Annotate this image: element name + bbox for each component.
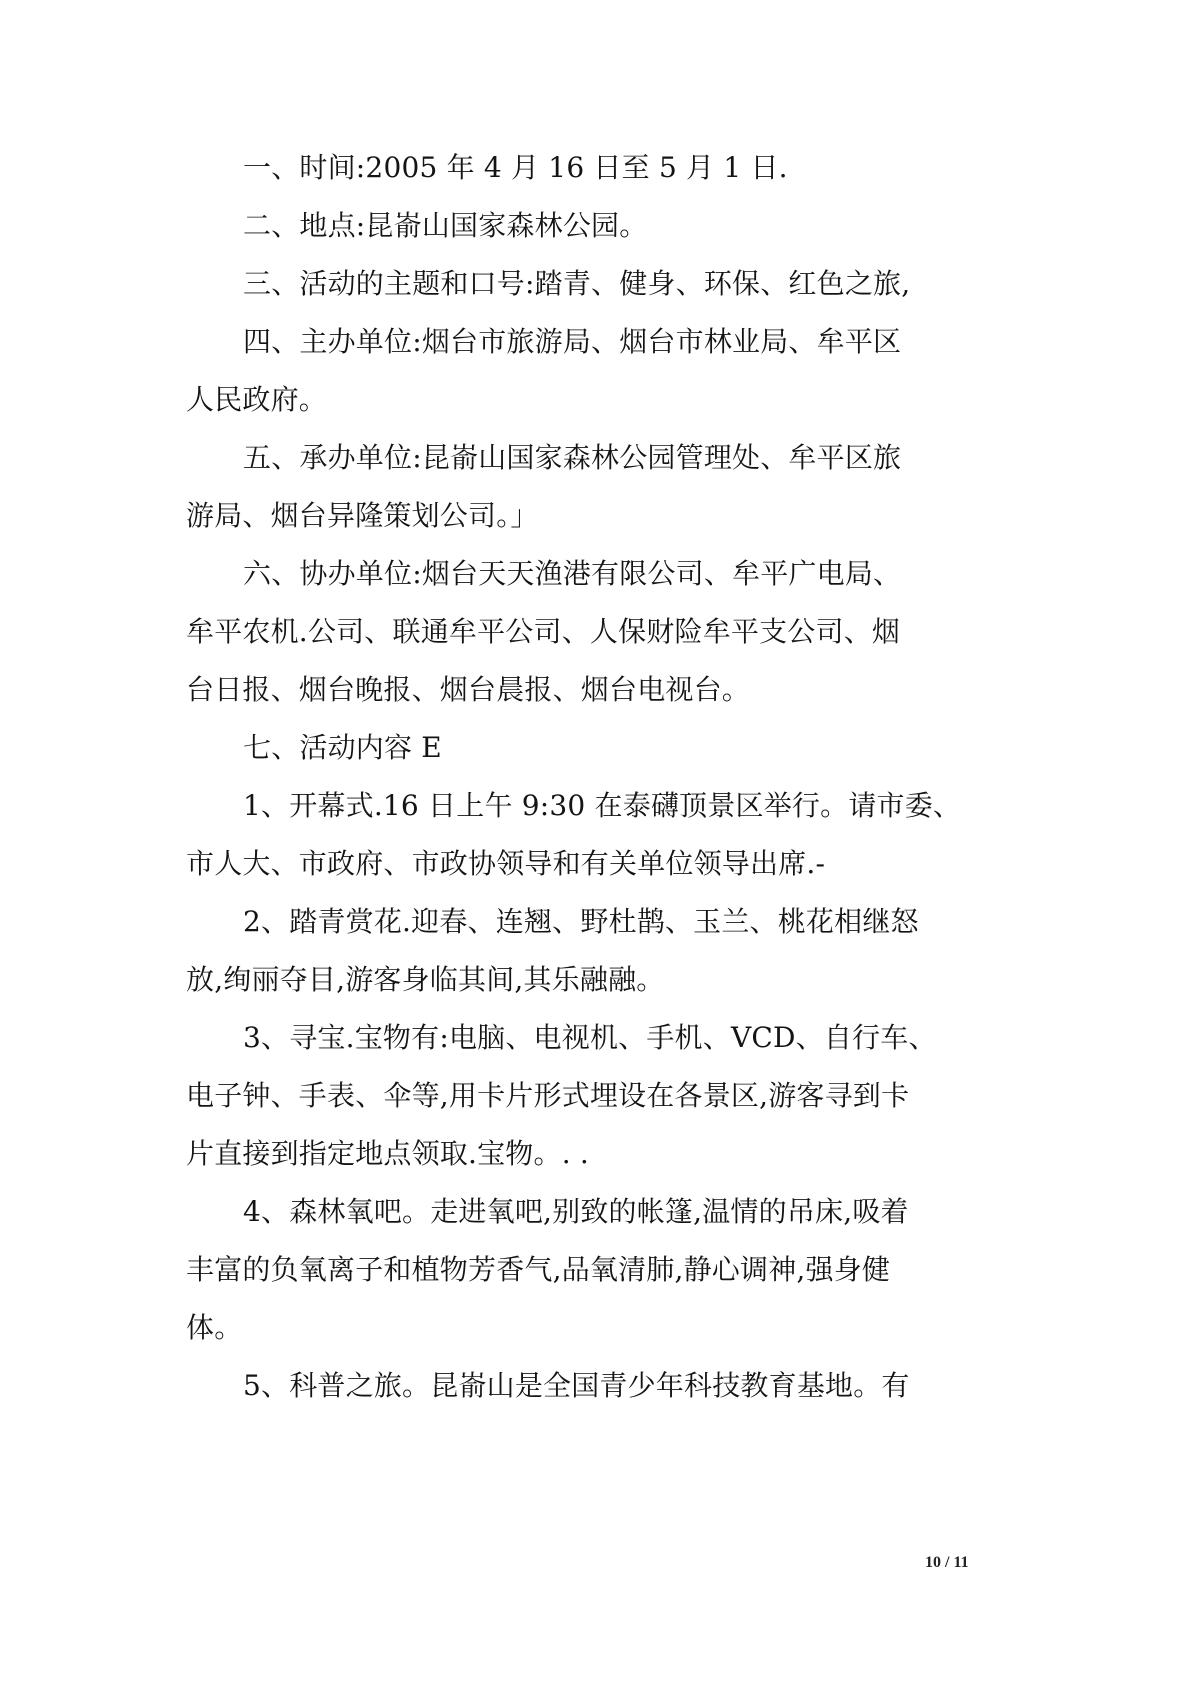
text-line: 市人大、市政府、市政协领导和有关单位领导出席.- [186, 847, 826, 880]
text-line: 人民政府。 [186, 383, 328, 416]
text-line: 1、开幕式.16 日上午 9:30 在泰礴顶景区举行。请市委、 [243, 789, 962, 822]
text-line: 5、科普之旅。昆嵛山是全国青少年科技教育基地。有 [243, 1369, 910, 1402]
text-line: 五、承办单位:昆嵛山国家森林公园管理处、牟平区旅 [243, 441, 902, 474]
text-line: 六、协办单位:烟台天天渔港有限公司、牟平广电局、 [243, 557, 902, 590]
text-line: 牟平农机.公司、联通牟平公司、人保财险牟平支公司、烟 [186, 615, 901, 648]
text-line: 四、主办单位:烟台市旅游局、烟台市林业局、牟平区 [243, 325, 902, 358]
text-line: 三、活动的主题和口号:踏青、健身、环保、红色之旅, [243, 267, 911, 300]
text-line: 游局、烟台异隆策划公司。」 [186, 499, 539, 532]
text-line: 体。 [186, 1311, 243, 1344]
text-line: 丰富的负氧离子和植物芳香气,品氧清肺,静心调神,强身健 [186, 1253, 891, 1286]
text-line: 二、地点:昆嵛山国家森林公园。 [243, 209, 648, 242]
text-line: 七、活动内容 E [243, 731, 442, 764]
text-line: 3、寻宝.宝物有:电脑、电视机、手机、VCD、自行车、 [243, 1021, 937, 1054]
text-line: 一、时间:2005 年 4 月 16 日至 5 月 1 日. [243, 151, 788, 184]
text-line: 放,绚丽夺目,游客身临其间,其乐融融。 [186, 963, 665, 996]
text-line: 电子钟、手表、伞等,用卡片形式埋设在各景区,游客寻到卡 [186, 1079, 910, 1112]
page-number: 10 / 11 [925, 1554, 969, 1571]
text-line: 2、踏青赏花.迎春、连翘、野杜鹊、玉兰、桃花相继怒 [243, 905, 919, 938]
text-line: 4、森林氧吧。走进氧吧,别致的帐篷,温情的吊床,吸着 [243, 1195, 909, 1228]
text-line: 台日报、烟台晚报、烟台晨报、烟台电视台。 [186, 673, 751, 706]
text-line: 片直接到指定地点领取.宝物。. . [186, 1137, 590, 1170]
